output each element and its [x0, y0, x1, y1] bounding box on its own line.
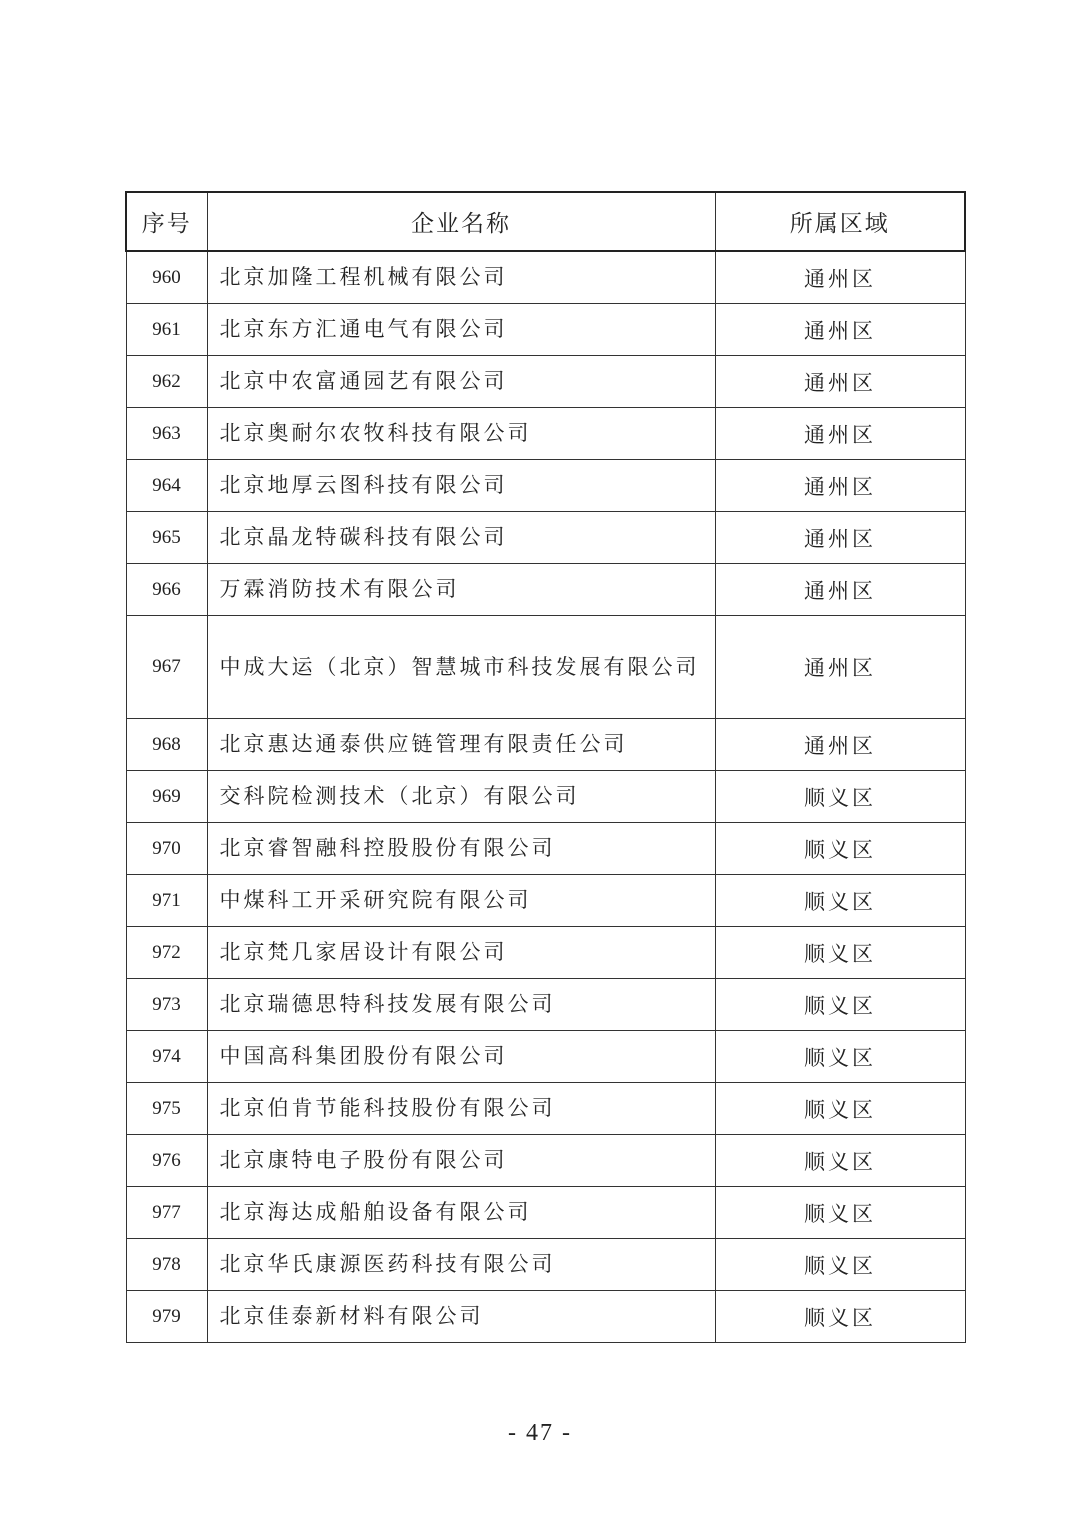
table-body: [126, 251, 965, 1343]
row-region: 通州区: [715, 356, 965, 408]
row-serial-number: 975: [126, 1083, 207, 1135]
row-company-name: 北京地厚云图科技有限公司: [207, 460, 715, 512]
row-region: 顺义区: [715, 1083, 965, 1135]
table-row: [126, 512, 965, 564]
row-region: 顺义区: [715, 771, 965, 823]
company-list-table: [125, 191, 966, 1343]
row-region: 通州区: [715, 719, 965, 771]
table-row: [126, 927, 965, 979]
row-serial-number: 979: [126, 1291, 207, 1343]
table-row: [126, 564, 965, 616]
row-serial-number: 967: [126, 616, 207, 719]
table-row: [126, 771, 965, 823]
row-company-name: 北京瑞德思特科技发展有限公司: [207, 979, 715, 1031]
table-row: [126, 251, 965, 304]
table-row: [126, 1239, 965, 1291]
row-region: 顺义区: [715, 927, 965, 979]
row-serial-number: 961: [126, 304, 207, 356]
table-row: [126, 1291, 965, 1343]
row-serial-number: 962: [126, 356, 207, 408]
table-row: [126, 460, 965, 512]
table-row: [126, 875, 965, 927]
row-company-name: 北京东方汇通电气有限公司: [207, 304, 715, 356]
row-serial-number: 969: [126, 771, 207, 823]
row-serial-number: 977: [126, 1187, 207, 1239]
row-company-name: 北京佳泰新材料有限公司: [207, 1291, 715, 1343]
row-company-name: 北京晶龙特碳科技有限公司: [207, 512, 715, 564]
row-serial-number: 963: [126, 408, 207, 460]
row-region: 通州区: [715, 512, 965, 564]
table-row: [126, 823, 965, 875]
row-serial-number: 966: [126, 564, 207, 616]
row-company-name: 中成大运（北京）智慧城市科技发展有限公司: [207, 616, 715, 719]
row-region: 通州区: [715, 564, 965, 616]
row-company-name: 北京睿智融科控股股份有限公司: [207, 823, 715, 875]
row-region: 顺义区: [715, 1187, 965, 1239]
table-row: [126, 1083, 965, 1135]
row-company-name: 交科院检测技术（北京）有限公司: [207, 771, 715, 823]
row-region: 通州区: [715, 616, 965, 719]
row-serial-number: 968: [126, 719, 207, 771]
table-row: [126, 719, 965, 771]
table-header-row: [126, 192, 965, 251]
row-company-name: 北京伯肯节能科技股份有限公司: [207, 1083, 715, 1135]
row-company-name: 北京加隆工程机械有限公司: [207, 251, 715, 304]
row-serial-number: 978: [126, 1239, 207, 1291]
table-row: [126, 1187, 965, 1239]
row-serial-number: 976: [126, 1135, 207, 1187]
row-serial-number: 964: [126, 460, 207, 512]
page-number: - 47 -: [508, 1420, 572, 1446]
row-serial-number: 973: [126, 979, 207, 1031]
row-company-name: 北京华氏康源医药科技有限公司: [207, 1239, 715, 1291]
table-row: [126, 979, 965, 1031]
row-company-name: 北京海达成船舶设备有限公司: [207, 1187, 715, 1239]
row-company-name: 北京康特电子股份有限公司: [207, 1135, 715, 1187]
row-serial-number: 970: [126, 823, 207, 875]
row-region: 顺义区: [715, 1239, 965, 1291]
table-row: [126, 616, 965, 719]
row-region: 顺义区: [715, 823, 965, 875]
header-company-name: 企业名称: [207, 192, 715, 251]
table-row: [126, 408, 965, 460]
row-region: 通州区: [715, 251, 965, 304]
row-serial-number: 971: [126, 875, 207, 927]
table-row: [126, 1135, 965, 1187]
header-serial-number: 序号: [126, 192, 207, 251]
row-region: 顺义区: [715, 875, 965, 927]
row-serial-number: 972: [126, 927, 207, 979]
row-region: 顺义区: [715, 979, 965, 1031]
row-serial-number: 965: [126, 512, 207, 564]
row-region: 通州区: [715, 408, 965, 460]
row-company-name: 北京惠达通泰供应链管理有限责任公司: [207, 719, 715, 771]
row-region: 通州区: [715, 304, 965, 356]
row-company-name: 北京中农富通园艺有限公司: [207, 356, 715, 408]
row-company-name: 北京梵几家居设计有限公司: [207, 927, 715, 979]
row-serial-number: 974: [126, 1031, 207, 1083]
row-region: 通州区: [715, 460, 965, 512]
row-company-name: 万霖消防技术有限公司: [207, 564, 715, 616]
row-region: 顺义区: [715, 1031, 965, 1083]
table-row: [126, 304, 965, 356]
row-company-name: 中国高科集团股份有限公司: [207, 1031, 715, 1083]
header-region: 所属区域: [715, 192, 965, 251]
row-region: 顺义区: [715, 1135, 965, 1187]
table-row: [126, 1031, 965, 1083]
row-region: 顺义区: [715, 1291, 965, 1343]
table-row: [126, 356, 965, 408]
row-company-name: 北京奥耐尔农牧科技有限公司: [207, 408, 715, 460]
row-serial-number: 960: [126, 251, 207, 304]
row-company-name: 中煤科工开采研究院有限公司: [207, 875, 715, 927]
